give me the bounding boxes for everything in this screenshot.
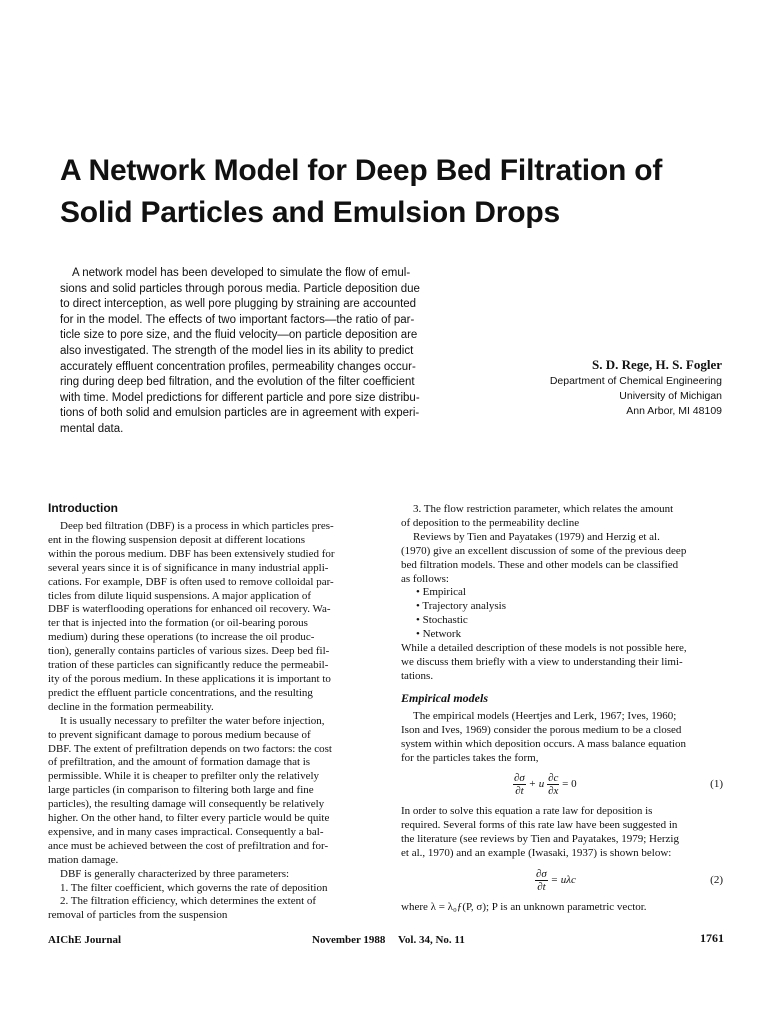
text-line: tations. [401, 669, 434, 682]
text-line: Reviews by Tien and Payatakes (1979) and Herzig et al. [413, 530, 660, 543]
text-line: sions and solid particles through porous media. Particle deposition due [60, 282, 420, 295]
title-line: A Network Model for Deep Bed Filtration of [60, 154, 663, 187]
text-line: ticles from dilute liquid suspensions. A major application of [48, 589, 312, 602]
text-line: 1. The filter coefficient, which governs the rate of deposition [60, 881, 328, 894]
text-line: While a detailed description of these models is not possible here, [401, 642, 687, 655]
text-line: ter that is injected into the formation (or oil-bearing porous [48, 617, 308, 630]
affiliation-dept: Department of Chemical Engineering [549, 375, 722, 387]
text-line: expensive, and in many cases impractical. Consequently a bal- [48, 825, 324, 838]
paragraph-lambda-definition: where λ = λ₀ƒ(P, σ); P is an unknown parametric vector. [401, 901, 647, 914]
text-line: particles), the resulting damage will consequently be relatively [48, 798, 325, 811]
text-line: mation damage. [48, 853, 119, 866]
equation-number-1: (1) [710, 778, 723, 791]
article-title [60, 150, 740, 234]
introduction-body [48, 520, 382, 923]
text-line: we discuss them briefly with a view to understanding their limi- [401, 655, 683, 668]
eq1-den1: ∂t [515, 785, 524, 798]
text-line: tion), generally contains particles of various sizes. Deep bed fil- [48, 645, 330, 658]
eq1-num2: ∂c [548, 772, 559, 785]
text-line: required. Several forms of this rate law have been suggested in [401, 819, 678, 832]
text-line: permissible. While it is cheaper to prefilter only the relatively [48, 770, 320, 783]
equation-1 [401, 768, 723, 802]
page-number: 1761 [700, 931, 724, 945]
section-heading-introduction: Introduction [48, 501, 118, 515]
text-line: • Network [416, 628, 462, 641]
text-line: system within which deposition occurs. A mass balance equation [401, 737, 687, 750]
text-line: for the particles takes the form, [401, 751, 539, 764]
text-line: of deposition to the permeability decline [401, 516, 580, 529]
footer-date: November 1988 [312, 934, 386, 946]
text-line: ance must be achieved between the cost of prefiltration and for- [48, 839, 329, 852]
eq1-den2: ∂x [548, 785, 559, 798]
text-line: as follows: [401, 572, 449, 585]
eq2-rhs: = uλc [547, 874, 576, 887]
text-line: 3. The flow restriction parameter, which relates the amount [413, 503, 674, 515]
eq1-mid: + u [525, 778, 548, 791]
text-line: • Trajectory analysis [416, 600, 507, 613]
text-line: to direct interception, as well pore plugging by straining are accounted [60, 298, 417, 311]
eq1-rhs: = 0 [559, 778, 577, 791]
author-names: S. D. Rege, H. S. Fogler [592, 357, 722, 372]
equation-number-2: (2) [710, 874, 723, 887]
text-line: predict the effluent particle concentrations, and the resulting [48, 686, 313, 699]
text-line: • Empirical [416, 586, 466, 599]
text-line: tions of both solid and emulsion particles are in agreement with experi- [60, 407, 420, 420]
paragraph-rate-law [401, 805, 723, 861]
text-line: large particles (in comparison to filtering both large and fine [48, 784, 314, 797]
text-line: The empirical models (Heertjes and Lerk, 1967; Ives, 1960; [413, 709, 677, 722]
text-line: In order to solve this equation a rate law for deposition is [401, 805, 653, 818]
paragraph-flow-restriction [401, 503, 723, 586]
text-line: to prevent significant damage to porous medium because of [48, 728, 311, 741]
affiliation-city: Ann Arbor, MI 48109 [626, 405, 722, 417]
text-line: DBF is generally characterized by three parameters: [60, 867, 290, 880]
equation-2 [401, 864, 723, 898]
text-line: bed filtration models. These and other models can be classified [401, 558, 679, 571]
paragraph-models-intro [401, 642, 723, 684]
text-line: ity of the porous medium. In these applications it is important to [48, 672, 331, 685]
author-block [500, 356, 722, 419]
paragraph-empirical [401, 710, 723, 766]
text-line: accurately effluent concentration profiles, permeability changes occur- [60, 360, 416, 373]
eq2-den: ∂t [537, 881, 546, 894]
footer-volume: Vol. 34, No. 11 [398, 934, 465, 946]
text-line: DBF. The extent of prefiltration depends on two factors: the cost [48, 742, 332, 755]
title-line: Solid Particles and Emulsion Drops [60, 196, 560, 229]
text-line: ring during deep bed filtration, and the evolution of the filter coefficient [60, 376, 415, 389]
text-line: (1970) give an excellent discussion of some of the previous deep [401, 544, 687, 557]
text-line: ticle size to pore size, and the fluid velocity—on particle deposition are [60, 329, 418, 342]
text-line: tration of these particles can significantly reduce the permeabil- [48, 659, 329, 672]
text-line: DBF is waterflooding operations for enhanced oil recovery. Wa- [48, 603, 331, 616]
eq1-num1: ∂σ [514, 772, 525, 785]
page-footer [48, 931, 724, 948]
footer-journal: AIChE Journal [48, 934, 122, 946]
text-line: within the porous medium. DBF has been extensively studied for [48, 547, 335, 560]
text-line: of prefiltration, and the amount of formation damage that is [48, 756, 311, 769]
text-line: 2. The filtration efficiency, which determines the extent of [60, 895, 317, 908]
right-column [401, 503, 723, 915]
text-line: A network model has been developed to simulate the flow of emul- [72, 267, 411, 279]
text-line: decline in the formation permeability. [48, 700, 214, 713]
abstract [60, 266, 490, 438]
text-line: ent in the flowing suspension deposit at different locations [48, 533, 306, 546]
text-line: et al., 1970) and an example (Iwasaki, 1937) is shown below: [401, 847, 672, 860]
text-line: • Stochastic [416, 614, 468, 627]
text-line: for in the model. The effects of two important factors—the ratio of par- [60, 313, 415, 326]
text-line: It is usually necessary to prefilter the water before injection, [60, 714, 325, 727]
text-line: cations. For example, DBF is often used to remove colloidal par- [48, 575, 334, 588]
affiliation-university: University of Michigan [619, 390, 722, 402]
left-column [48, 500, 382, 923]
text-line: the literature (see reviews by Tien and Payatakes, 1979; Herzig [401, 833, 679, 846]
text-line: also investigated. The strength of the model lies in its ability to predict [60, 344, 414, 357]
subsection-heading-empirical: Empirical models [401, 690, 488, 705]
text-line: medium) during these operations (to increase the oil produc- [48, 631, 315, 644]
model-class-list [401, 586, 723, 642]
text-line: removal of particles from the suspension [48, 909, 228, 922]
eq2-num: ∂σ [536, 868, 547, 881]
text-line: mental data. [60, 422, 124, 435]
text-line: with time. Model predictions for different particle and pore size distribu- [60, 391, 420, 404]
text-line: Deep bed filtration (DBF) is a process in which particles pres- [60, 520, 334, 532]
text-line: Ison and Ives, 1969) consider the porous medium to be a closed [401, 723, 682, 736]
text-line: several years since it is of significance in many industrial appli- [48, 561, 329, 574]
text-line: higher. On the other hand, to filter every particle would be quite [48, 812, 330, 825]
